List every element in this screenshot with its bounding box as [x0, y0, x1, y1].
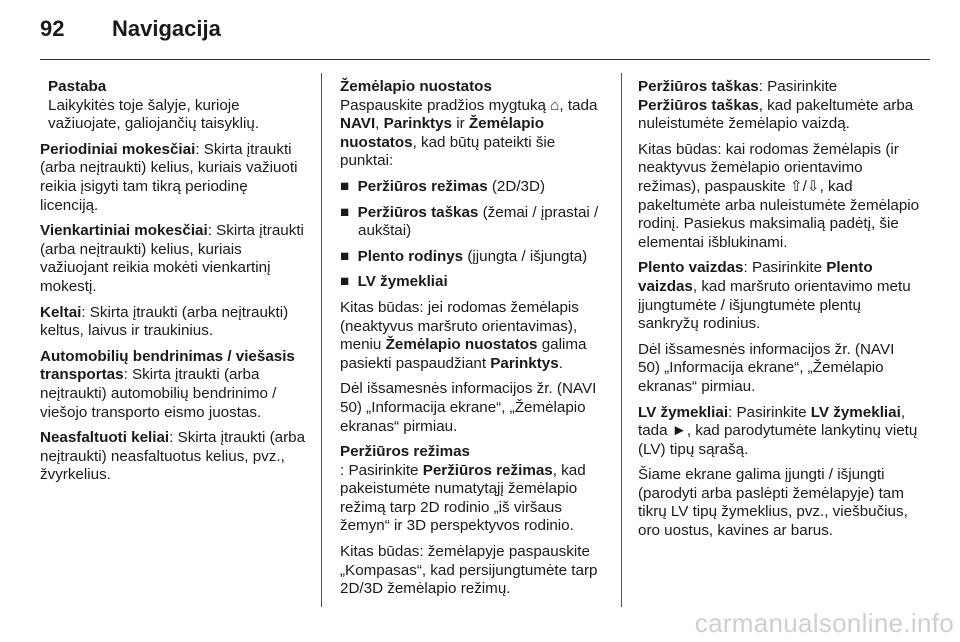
bullet-icon: ■ [340, 273, 350, 291]
list-item [340, 248, 608, 267]
text: : Pasirinkite [728, 403, 811, 421]
text: (2D/3D) [487, 177, 546, 195]
map-settings-intro [340, 78, 608, 171]
term: Keltai [40, 303, 82, 321]
term: Vienkartiniai mokesčiai [40, 222, 208, 240]
paragraph-carpool [40, 348, 308, 422]
text: , kad maršruto orientavimo metu įjungtumėte / išjungtumėte plentų sankryžų rodinius. [638, 277, 911, 333]
paragraph-poi-toggle: Šiame ekrane galima įjungti / išjungti (parodyti arba paslėpti žemėlapyje) tam tikrų LV tipų žymeklius, pvz., viešbučius, oro uostus, kavines ar barus. [638, 466, 908, 540]
home-icon: ⌂ [550, 96, 560, 114]
header-rule [40, 59, 930, 60]
term: Plento vaizdas [638, 259, 744, 277]
definition: : Skirta įtraukti (arba neįtraukti) kelius, kuriais važiuojant reikia mokėti vienkartinį mokestį. [40, 222, 304, 295]
column-divider-2 [621, 73, 622, 607]
text: , kad pakeistumėte numatytąjį žemėlapio režimą tarp 2D rodinio „iš viršaus žemyn“ ir 3D perspektyvos rodinio. [340, 461, 586, 535]
term: Periodiniai mokesčiai [40, 140, 196, 158]
bullet-icon: ■ [340, 247, 350, 265]
term: Peržiūros taškas [357, 203, 479, 221]
text: . [558, 354, 563, 372]
text: Paspauskite pradžios mygtuką [340, 96, 551, 114]
term: Neasfaltuoti keliai [40, 429, 170, 447]
text: ir [452, 115, 469, 133]
text: , [375, 115, 384, 133]
paragraph-motorway-view [638, 259, 920, 333]
text: , kad būtų pateikti šie punktai: [340, 133, 556, 170]
play-arrow-icon: ► [671, 422, 687, 440]
paragraph-unpaved [40, 429, 308, 485]
text: , tada [559, 96, 598, 114]
definition: : Skirta įtraukti (arba neįtraukti) automobilių bendrinimo / viešojo transporto eismo juostas. [40, 366, 277, 421]
text: Kitas būdas: kai rodomas žemėlapis (ir neaktyvus žemėlapio orientavimo režimas), paspauskite [638, 140, 899, 195]
paragraph-more-info: Dėl išsamesnės informacijos žr. (NAVI 50) „Informacija ekrane“, „Žemėlapio ekranas“ pirmiau. [340, 380, 597, 435]
page-header [40, 16, 221, 42]
definition: : Skirta įtraukti (arba neįtraukti) keltus, laivus ir traukinius. [40, 303, 289, 340]
list-item [340, 204, 608, 241]
text: , kad pakeltumėte arba nuleistumėte žemėlapio vaizdą. [638, 96, 914, 133]
term: Peržiūros taškas [638, 78, 759, 95]
paragraph-one-time-tolls [40, 222, 308, 296]
watermark: carmanualsonline.info [694, 608, 954, 638]
paragraph-viewpoint-alt [638, 141, 920, 253]
paragraph-compass: Kitas būdas: žemėlapyje paspauskite „Kompasas“, kad persijungtumėte tarp 2D/3D žemėlapio režimų. [340, 543, 598, 598]
note-block [40, 78, 308, 134]
text: , kad pakeltumėte arba nuleistumėte žemėlapio rodinį. Pasiekus maksimalią padėtį, šie elementai išblukinami. [638, 177, 920, 251]
bullet-icon: ■ [340, 177, 350, 195]
text: (žemai / įprastai / aukštai) [358, 203, 599, 240]
list-item [340, 273, 608, 292]
paragraph-alt-access [340, 299, 608, 373]
text: : Pasirinkite [758, 78, 838, 95]
column-1 [40, 78, 308, 492]
definition: : Skirta įtraukti (arba neįtraukti) kelius, kuriais važiuoti reikia įsigyti tam tikrą periodinę licenciją. [40, 140, 298, 214]
text: Kitas būdas: jei rodomas žemėlapis (neaktyvus maršruto orientavimas), meniu [340, 298, 579, 354]
page-number: 92 [40, 16, 65, 41]
term: LV žymekliai [638, 403, 729, 421]
text: : Pasirinkite [743, 259, 827, 277]
paragraph-viewpoint [638, 78, 920, 134]
term: LV žymekliai [357, 273, 448, 291]
paragraph-more-info: Dėl išsamesnės informacijos žr. (NAVI 50) „Informacija ekrane“, „Žemėlapio ekranas“ pirmiau. [638, 340, 895, 395]
up-down-arrows-icon: ⇧/⇩ [789, 177, 820, 195]
column-divider-1 [321, 73, 322, 607]
term: Automobilių bendrinimas / viešasis transportas [40, 347, 295, 384]
column-3 [638, 78, 920, 548]
paragraph-poi-markers [638, 404, 920, 460]
term: NAVI [340, 115, 376, 133]
term: Žemėlapio nuostatos [340, 115, 545, 151]
paragraph-periodic-tolls [40, 141, 308, 215]
term: Žemėlapio nuostatos [385, 336, 538, 354]
section-heading: Žemėlapio nuostatos [340, 78, 492, 95]
term: Peržiūros režimas [357, 177, 488, 195]
column-2 [340, 78, 608, 606]
text: , kad parodytumėte lankytinų vietų (LV) tipų sąrašą. [638, 422, 918, 458]
text: (įjungta / išjungta) [463, 247, 588, 265]
term: Parinktys [383, 115, 453, 133]
term: LV žymekliai [810, 403, 901, 421]
bullet-icon: ■ [340, 203, 350, 221]
paragraph-view-mode [340, 443, 608, 536]
term: Peržiūros taškas [638, 96, 759, 114]
term: Peržiūros režimas [340, 443, 470, 461]
definition: : Skirta įtraukti (arba neįtraukti) neasfaltuotus kelius, pvz., žvyrkelius. [40, 429, 306, 484]
list-item [340, 178, 608, 197]
term: Peržiūros režimas [422, 461, 553, 479]
term: Parinktys [490, 354, 559, 372]
text: : Pasirinkite [340, 461, 423, 479]
note-title: Pastaba [48, 78, 107, 95]
term: Plento vaizdas [638, 259, 873, 295]
text: , tada [638, 403, 906, 440]
term: Plento rodinys [357, 247, 464, 265]
note-text: Laikykitės toje šalyje, kurioje važiuojate, galiojančių taisyklių. [48, 96, 260, 133]
text: galima pasiekti paspaudžiant [340, 336, 587, 372]
paragraph-ferries [40, 304, 308, 341]
page-title: Navigacija [112, 16, 221, 41]
